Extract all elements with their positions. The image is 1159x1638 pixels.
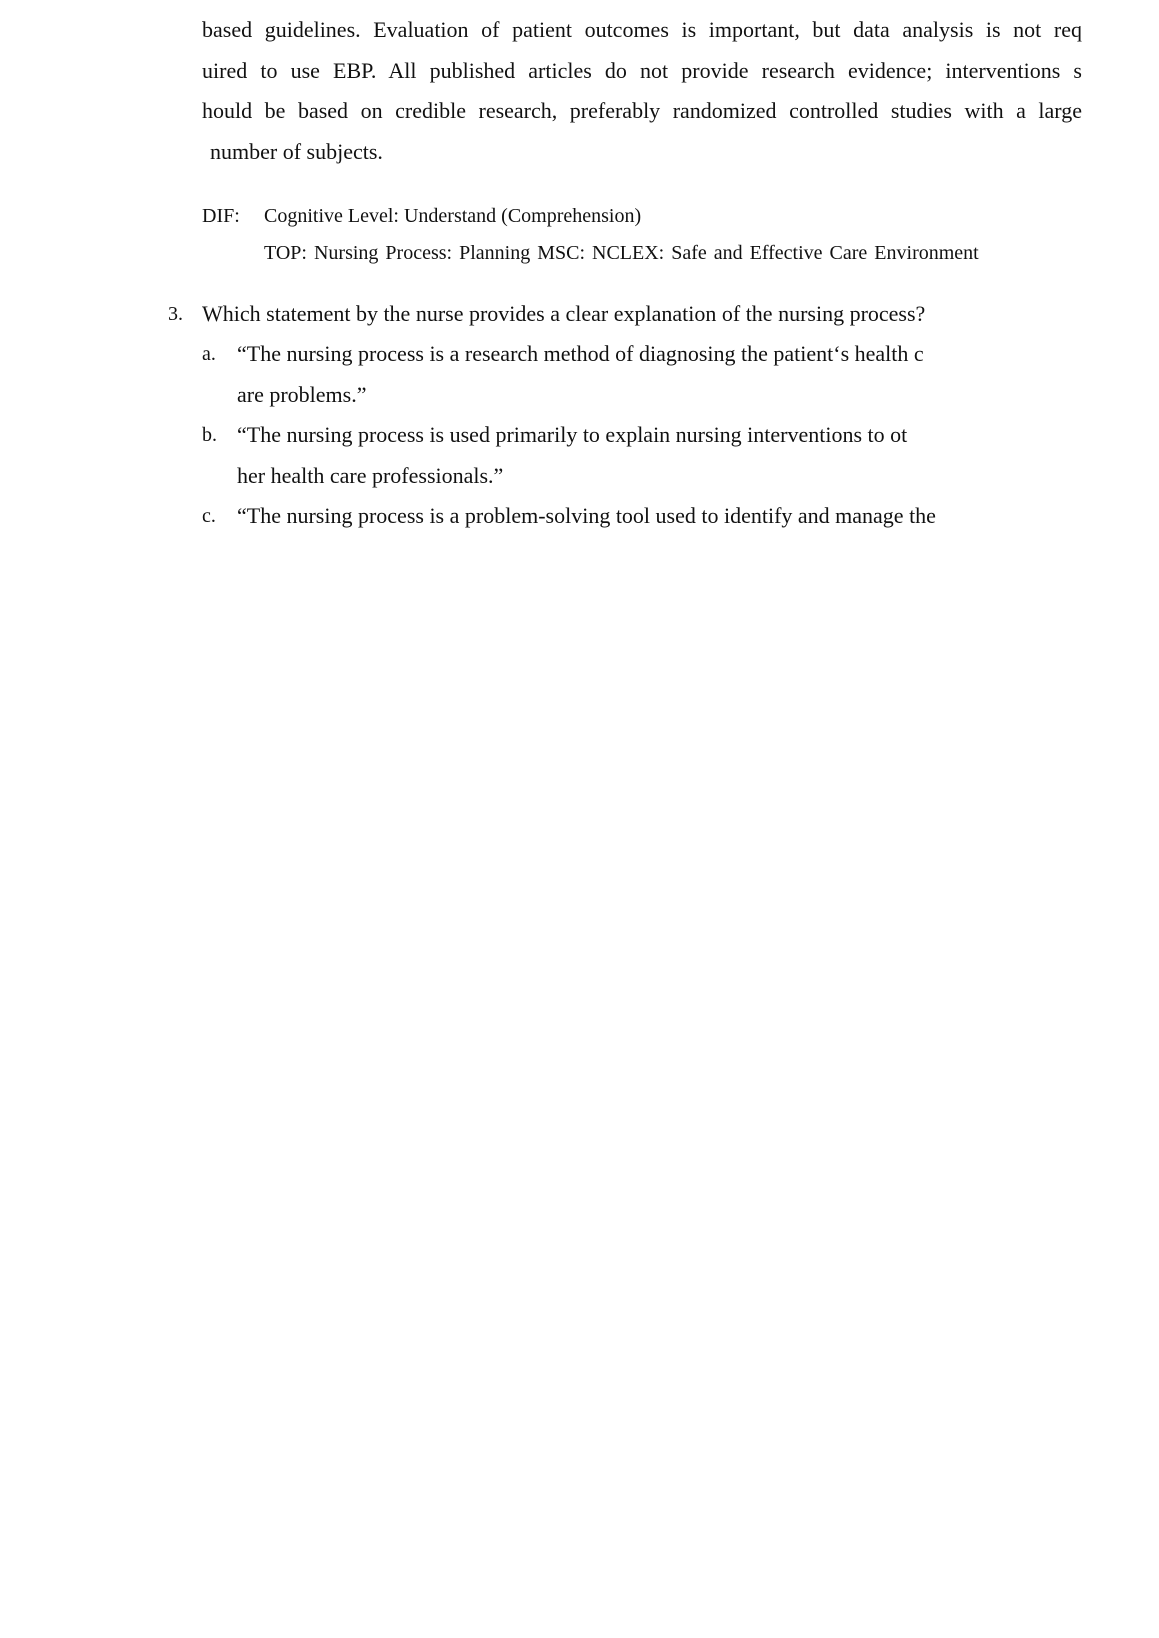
answer-option-a [202,334,1022,415]
question-number: 3. [168,303,183,325]
option-text [237,496,936,537]
answer-option-b [202,415,1022,496]
topic-row: TOP: Nursing Process: Planning MSC: NCLEX: Safe and Effective Care Environment [264,242,979,264]
answer-option-c [202,496,1022,537]
difficulty-label: DIF: [202,205,240,227]
option-text [237,334,924,415]
option-letter: c. [202,505,216,527]
answer-options [202,334,1022,537]
option-text-line: “The nursing process is a research method of diagnosing the patient‘s health c [237,341,924,366]
difficulty-value: Cognitive Level: Understand (Comprehension) [264,205,642,227]
question-stem-row [168,294,1088,335]
option-letter: a. [202,343,216,365]
question-stem: Which statement by the nurse provides a clear explanation of the nursing process? [202,301,926,326]
option-text-line: are problems.” [237,381,367,407]
rationale-paragraph [202,10,1082,172]
rationale-line: uired to use EBP. All published articles do not provide research evidence; interventions s [202,57,1082,83]
option-letter: b. [202,424,217,446]
option-text-line: “The nursing process is a problem-solving tool used to identify and manage the [237,503,936,528]
option-text [237,415,907,496]
difficulty-row [202,198,1102,235]
rationale-line: number of subjects. [210,138,383,164]
rationale-line: hould be based on credible research, preferably randomized controlled studies with a large [202,98,1082,123]
question-metadata [202,198,1102,272]
option-text-line: her health care professionals.” [237,462,504,488]
rationale-line: based guidelines. Evaluation of patient outcomes is important, but data analysis is not req [202,17,1082,42]
question-3 [168,294,1088,335]
option-text-line: “The nursing process is used primarily to explain nursing interventions to ot [237,422,908,447]
